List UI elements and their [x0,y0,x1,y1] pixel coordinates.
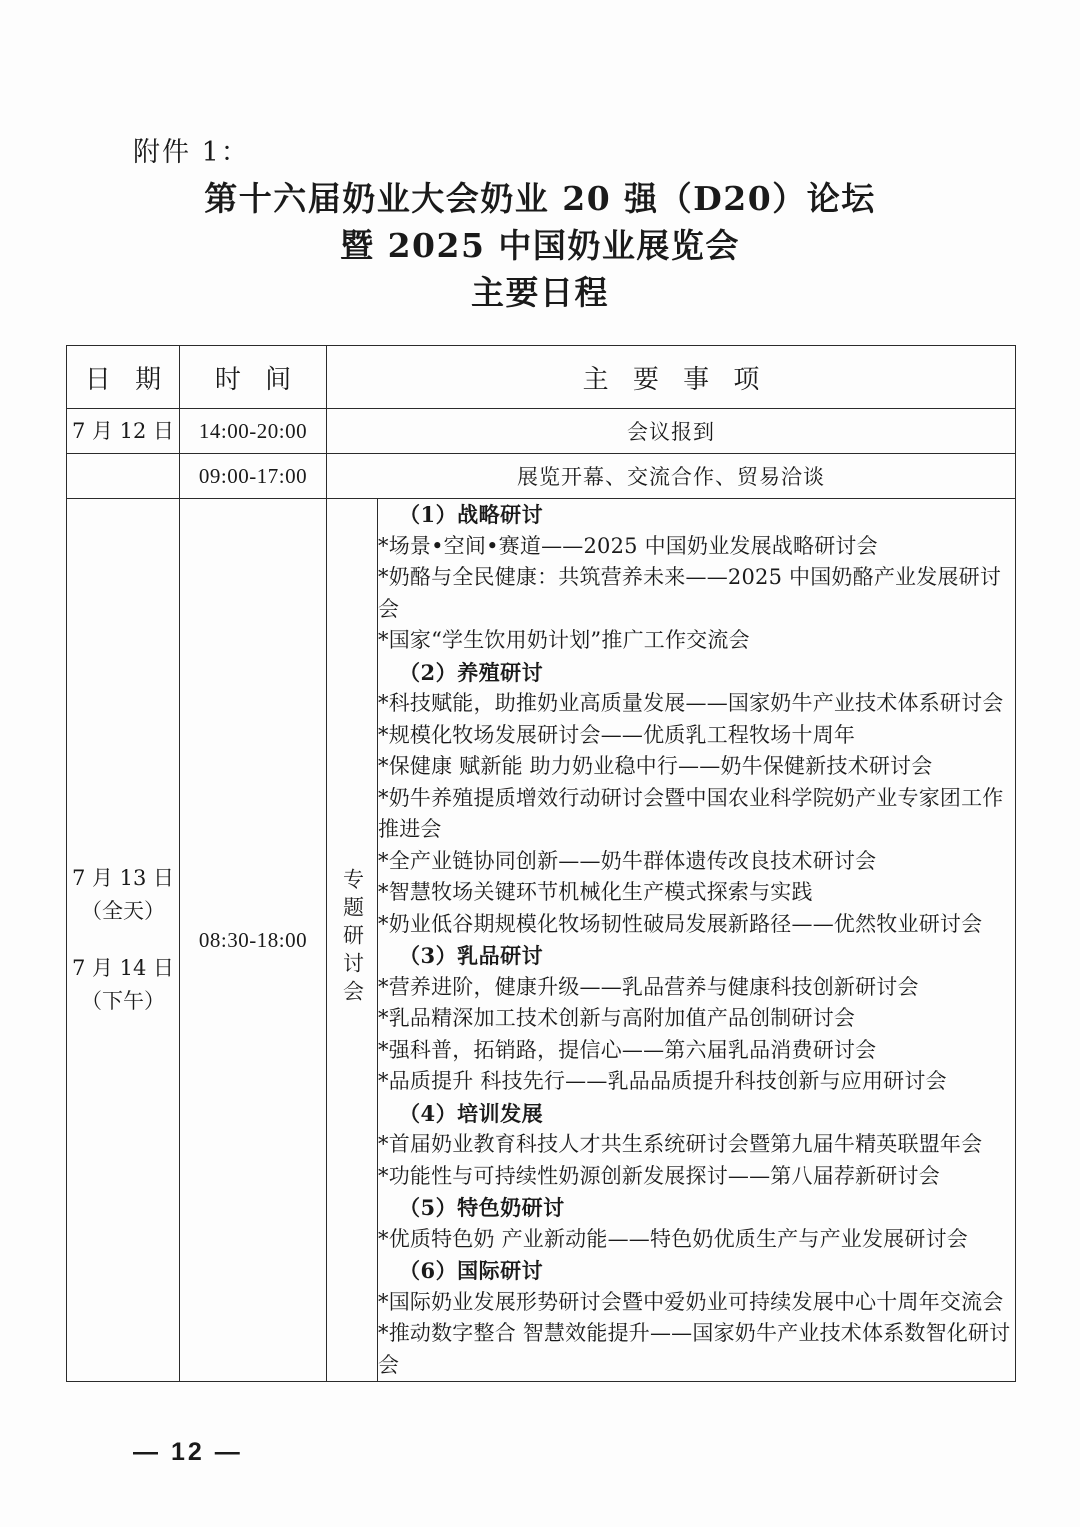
cell-time-0900-1700: 09:00-17:00 [180,454,327,499]
date-line-1: 7 月 13 日 [71,866,175,890]
cell-item-exhibition: 展览开幕、交流合作、贸易洽谈 [327,454,1016,499]
vertical-label-text: 专题研讨会 [340,867,365,1008]
agenda-item: *保健康 赋新能 助力奶业稳中行——奶牛保健新技术研讨会 [378,754,933,778]
cell-date-july12: 7 月 12 日 [67,409,180,454]
agenda-inner-table [327,499,1015,1381]
column-header-time: 时 间 [180,346,327,409]
agenda-item: *国际奶业发展形势研讨会暨中爱奶业可持续发展中心十周年交流会 [378,1289,1004,1314]
agenda-item: *场景•空间•赛道——2025 中国奶业发展战略研讨会 [378,533,878,558]
cell-item-registration: 会议报到 [327,409,1016,454]
agenda-item: *全产业链协同创新——奶牛群体遗传改良技术研讨会 [378,848,877,873]
cell-time-0830-1800: 08:30-18:00 [180,499,327,1382]
cell-agenda-container [327,499,1016,1382]
agenda-group-title: （2）养殖研讨 [399,659,544,685]
cell-vertical-forum-label [327,499,378,1381]
agenda-root [378,499,1015,1381]
page-number-footer: — 12 — [133,1438,243,1466]
date-line-4: （下午） [81,989,165,1013]
date-line-2: （全天） [81,899,165,923]
agenda-item: *首届奶业教育科技人才共生系统研讨会暨第九届牛精英联盟年会 [378,1132,983,1156]
agenda-item: *国家“学生饮用奶计划”推广工作交流会 [378,628,750,652]
agenda-item: *品质提升 科技先行——乳品品质提升科技创新与应用研讨会 [378,1069,947,1093]
title-line-3: 主要日程 [471,273,609,312]
page-title [133,175,947,316]
agenda-group-title: （6）国际研讨 [399,1258,544,1283]
table-header-row [67,346,1016,409]
column-header-date: 日 期 [67,346,180,409]
agenda-group-title: （4）培训发展 [399,1100,544,1126]
agenda-group-title: （5）特色奶研讨 [399,1195,565,1220]
column-header-items: 主 要 事 项 [327,346,1016,409]
schedule-table [66,345,1016,1382]
agenda-item: *规模化牧场发展研讨会——优质乳工程牧场十周年 [378,722,856,747]
agenda-item: *智慧牧场关键环节机械化生产模式探索与实践 [378,880,813,904]
table-row-main [67,499,1016,1382]
date-line-3: 7 月 14 日 [71,956,175,980]
cell-date-empty [67,454,180,499]
agenda-item: *奶牛养殖提质增效行动研讨会暨中国农业科学院奶产业专家团工作推进会 [378,785,1004,841]
agenda-item: *科技赋能，助推奶业高质量发展——国家奶牛产业技术体系研讨会 [378,691,1004,715]
cell-date-july13-14 [67,499,180,1382]
agenda-item: *强科普，拓销路，提信心——第六届乳品消费研讨会 [378,1037,877,1062]
agenda-item: *奶业低谷期规模化牧场韧性破局发展新路径——优然牧业研讨会 [378,911,983,936]
agenda-item: *奶酪与全民健康：共筑营养未来——2025 中国奶酪产业发展研讨会 [378,565,1002,621]
attachment-label: 附件 1： [133,137,250,168]
agenda-item: *乳品精深加工技术创新与高附加值产品创制研讨会 [378,1006,856,1030]
date-spacer [67,928,179,952]
agenda-group-title: （1）战略研讨 [399,502,544,527]
cell-agenda-list [378,499,1016,1381]
agenda-group-title: （3）乳品研讨 [399,943,544,968]
agenda-item: *优质特色奶 产业新动能——特色奶优质生产与产业发展研讨会 [378,1226,968,1251]
table-row [67,454,1016,499]
table-row [67,409,1016,454]
cell-time-1400-2000: 14:00-20:00 [180,409,327,454]
agenda-item: *推动数字整合 智慧效能提升——国家奶牛产业技术体系数智化研讨会 [378,1321,1011,1377]
agenda-item: *营养进阶，健康升级——乳品营养与健康科技创新研讨会 [378,974,919,999]
title-line-2: 暨 2025 中国奶业展览会 [340,226,740,265]
title-line-1: 第十六届奶业大会奶业 20 强（D20）论坛 [204,179,876,218]
agenda-item: *功能性与可持续性奶源创新发展探讨——第八届荐新研讨会 [378,1163,940,1188]
